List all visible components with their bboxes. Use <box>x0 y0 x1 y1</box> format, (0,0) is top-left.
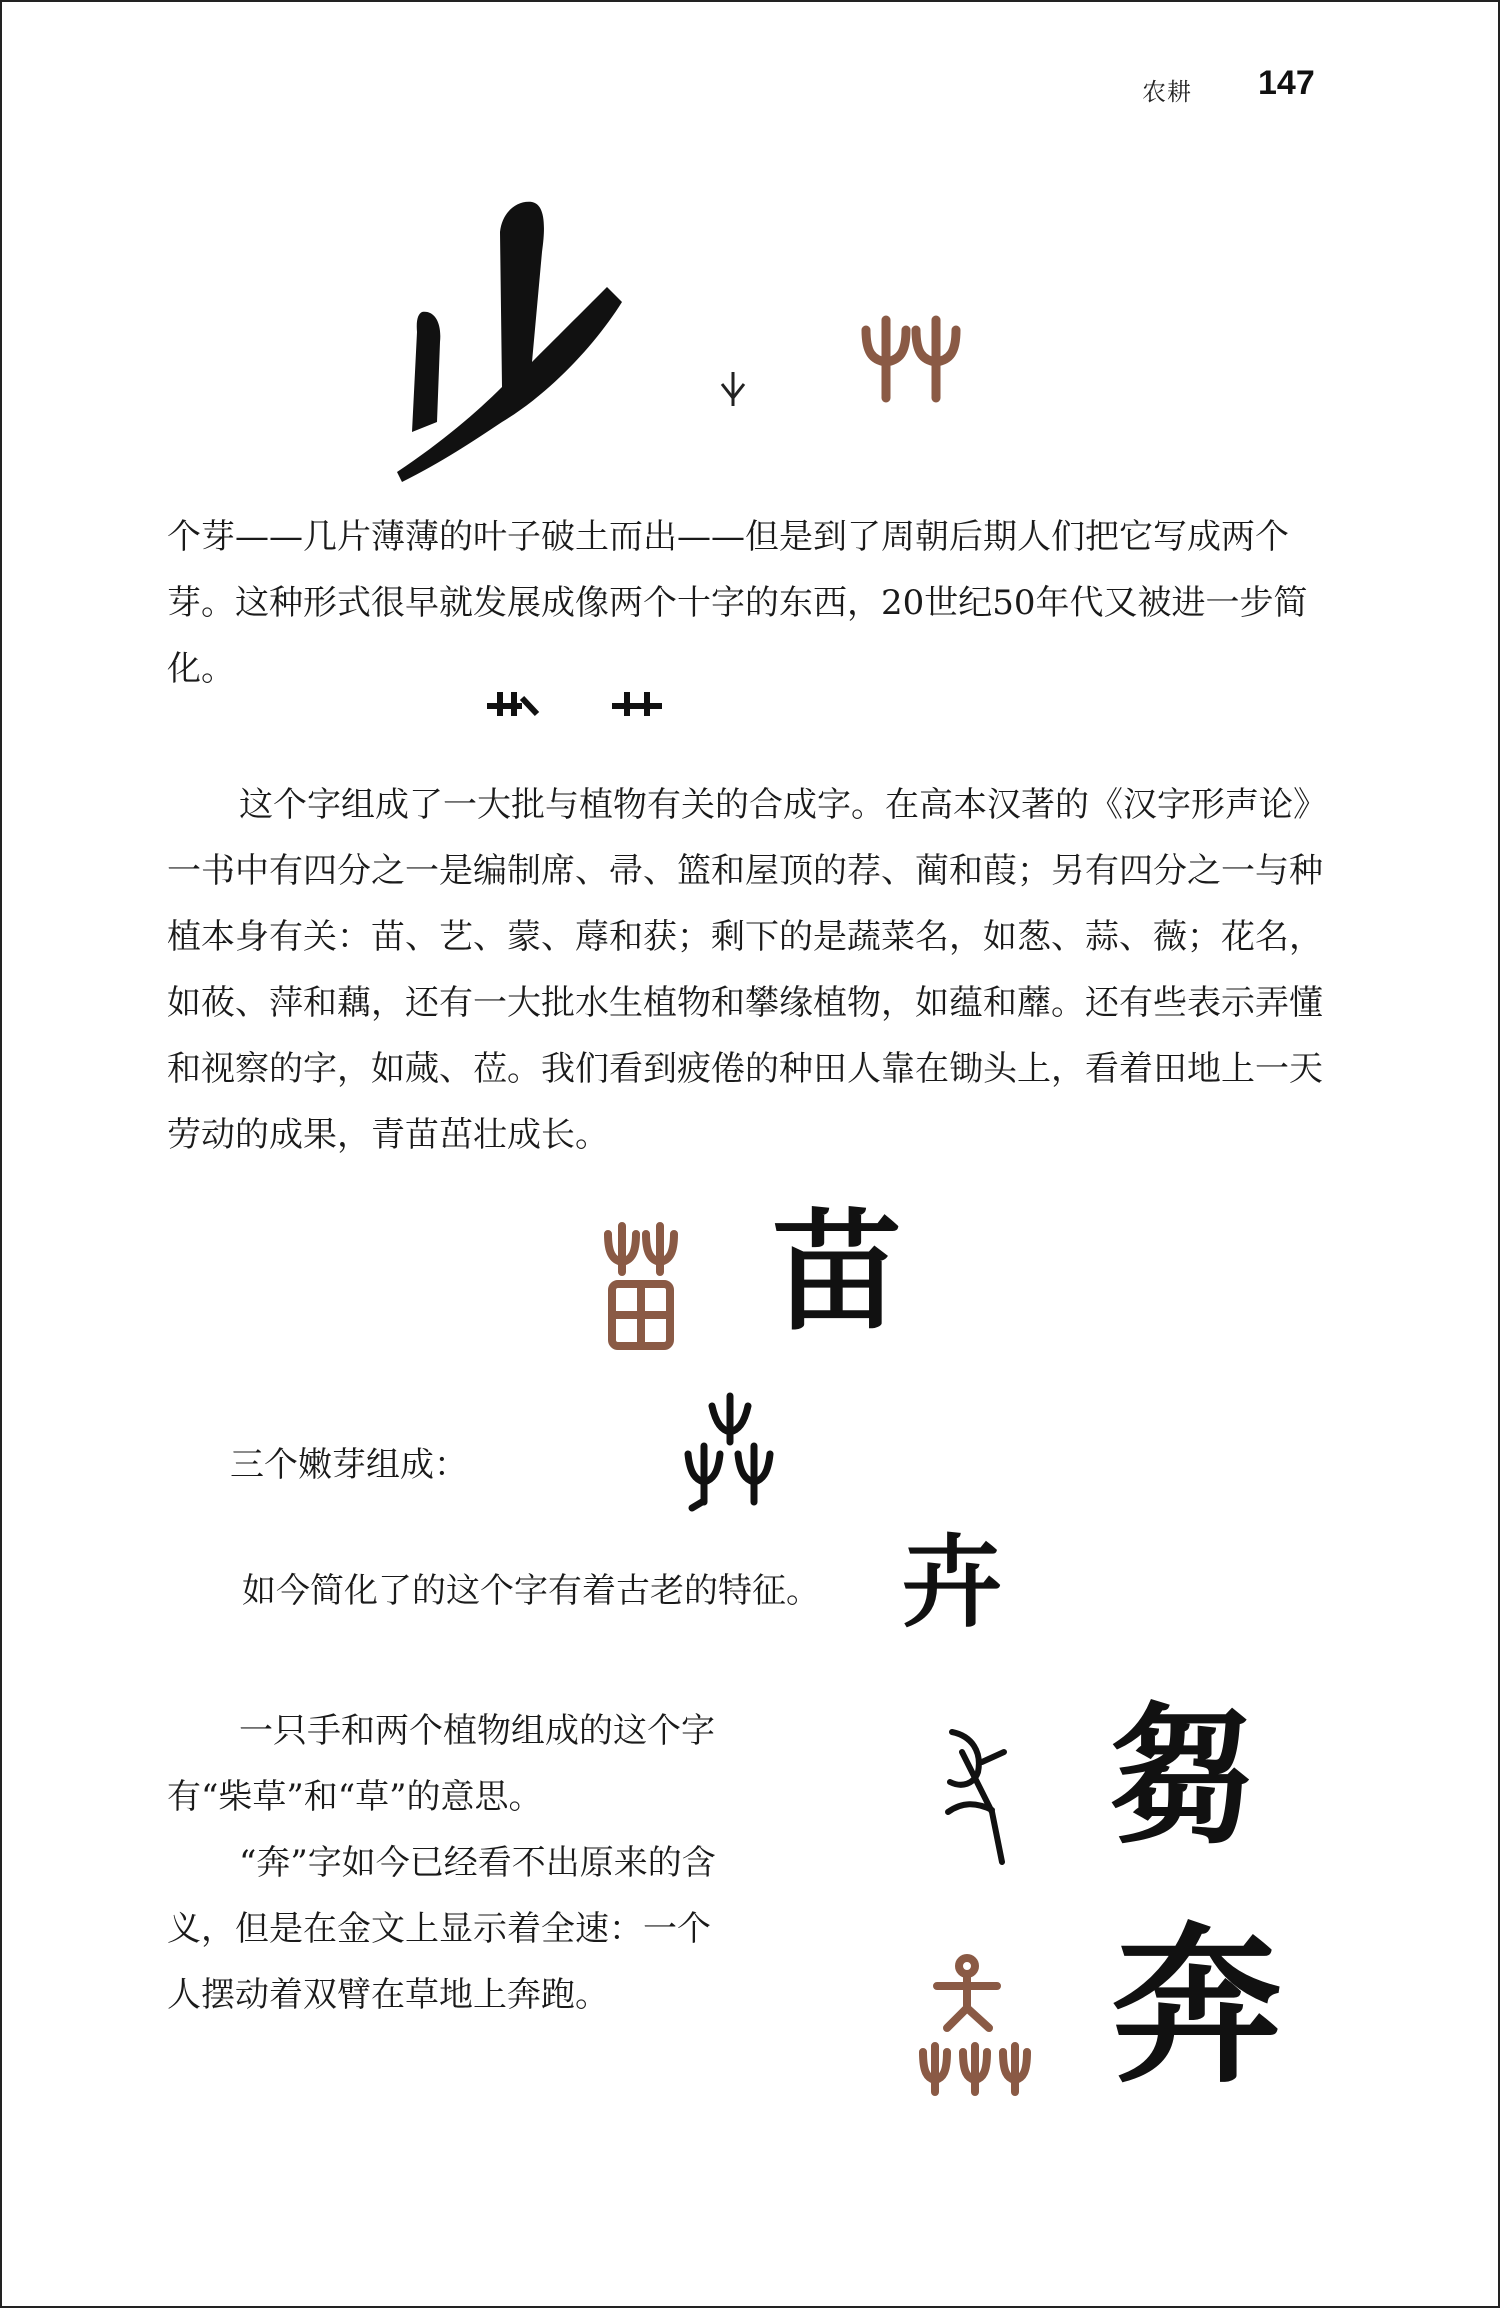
ancient-double-sprout-glyph <box>860 312 964 402</box>
page-number: 147 <box>1258 64 1315 102</box>
modern-hui-glyph: 卉 <box>902 1523 1002 1641</box>
modern-chu-glyph: 芻 <box>1107 1689 1258 1865</box>
ancient-chu-glyph <box>942 1722 1012 1872</box>
small-sprout-glyph <box>718 370 748 410</box>
paragraph-compound-characters: 这个字组成了一大批与植物有关的合成字。在高本汉著的《汉字形声论》一书中有四分之一是编制席、帚、篮和屋顶的荐、蔺和葭；另有四分之一与种植本身有关：苗、艺、蒙、蓐和获；剩下的是蔬菜名，如葱、蒜、薇；花名，如莜、萍和藕，还有一大批水生植物和攀缘植物，如蕴和蘼。还有些表示弄懂和视察的字，如蒇、莅。我们看到疲倦的种田人靠在锄头上，看着田地上一天劳动的成果，青苗茁壮成长。 <box>167 785 1327 1155</box>
paragraph-hand-and-plants: 一只手和两个植物组成的这个字有“柴草”和“草”的意思。 <box>167 1711 715 1817</box>
paragraph-ben-meaning: “奔”字如今已经看不出原来的含义，但是在金文上显示着全速：一个人摆动着双臂在草地上奔跑。 <box>167 1843 716 2015</box>
ancient-miao-glyph <box>602 1222 682 1352</box>
running-head: 农耕 <box>1142 78 1192 106</box>
ancient-hui-glyph <box>682 1392 782 1512</box>
modern-ben-glyph: 奔 <box>1112 1907 1283 2107</box>
simplified-grass-glyphs <box>482 686 672 716</box>
sprout-brush-glyph <box>382 192 652 492</box>
modern-miao-glyph: 苗 <box>772 1195 903 1348</box>
paragraph-sprout-history: 个芽——几片薄薄的叶子破土而出——但是到了周朝后期人们把它写成两个芽。这种形式很早就发展成像两个十字的东西，20世纪50年代又被进一步简化。 <box>167 517 1308 689</box>
paragraph-three-sprouts: 三个嫩芽组成： <box>230 1445 468 1485</box>
ancient-ben-glyph <box>917 1952 1037 2102</box>
paragraph-simplified-features: 如今简化了的这个字有着古老的特征。 <box>242 1571 820 1611</box>
